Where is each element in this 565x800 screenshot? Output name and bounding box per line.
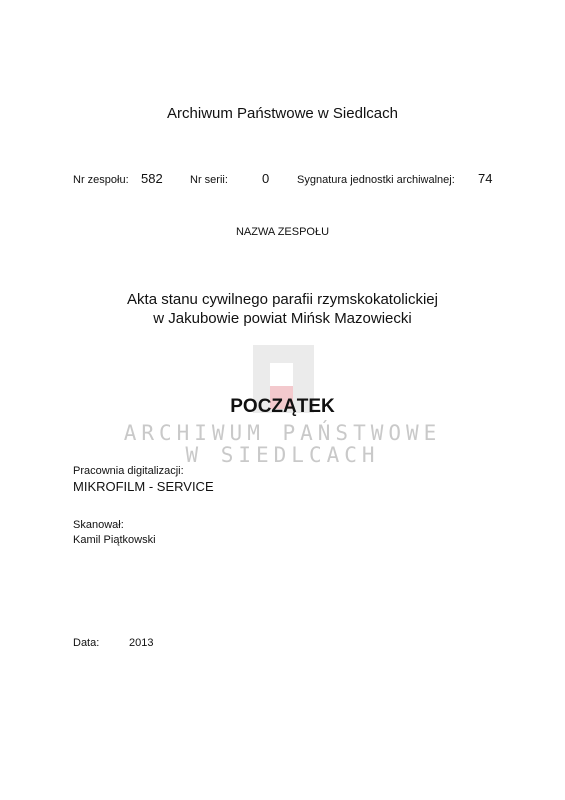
fond-name — [0, 290, 565, 328]
lab-label: Pracownia digitalizacji: — [73, 465, 184, 477]
date-value: 2013 — [129, 637, 154, 649]
scanned-by-label: Skanował: — [73, 519, 124, 531]
fond-number-label: Nr zespołu: — [73, 174, 129, 186]
fond-number-value: 582 — [141, 171, 163, 186]
watermark-text-line-2: W SIEDLCACH — [185, 443, 380, 467]
signature-value: 74 — [478, 171, 493, 186]
series-value: 0 — [262, 171, 270, 186]
lab-value: MIKROFILM - SERVICE — [73, 479, 214, 494]
series-label: Nr serii: — [190, 174, 228, 186]
watermark-logo-white-square — [270, 363, 293, 386]
begin-title: POCZĄTEK — [230, 396, 335, 417]
fond-name-line-2: w Jakubowie powiat Mińsk Mazowiecki — [153, 310, 412, 327]
date-label: Data: — [73, 637, 100, 649]
scanned-by-value: Kamil Piątkowski — [73, 534, 156, 546]
archive-title: Archiwum Państwowe w Siedlcach — [167, 105, 398, 122]
signature-label: Sygnatura jednostki archiwalnej: — [297, 174, 455, 186]
fond-name-heading: NAZWA ZESPOŁU — [235, 226, 330, 238]
watermark-text-line-1: ARCHIWUM PAŃSTWOWE — [123, 421, 442, 445]
fond-name-line-1: Akta stanu cywilnego parafii rzymskokatolickiej — [127, 291, 438, 308]
